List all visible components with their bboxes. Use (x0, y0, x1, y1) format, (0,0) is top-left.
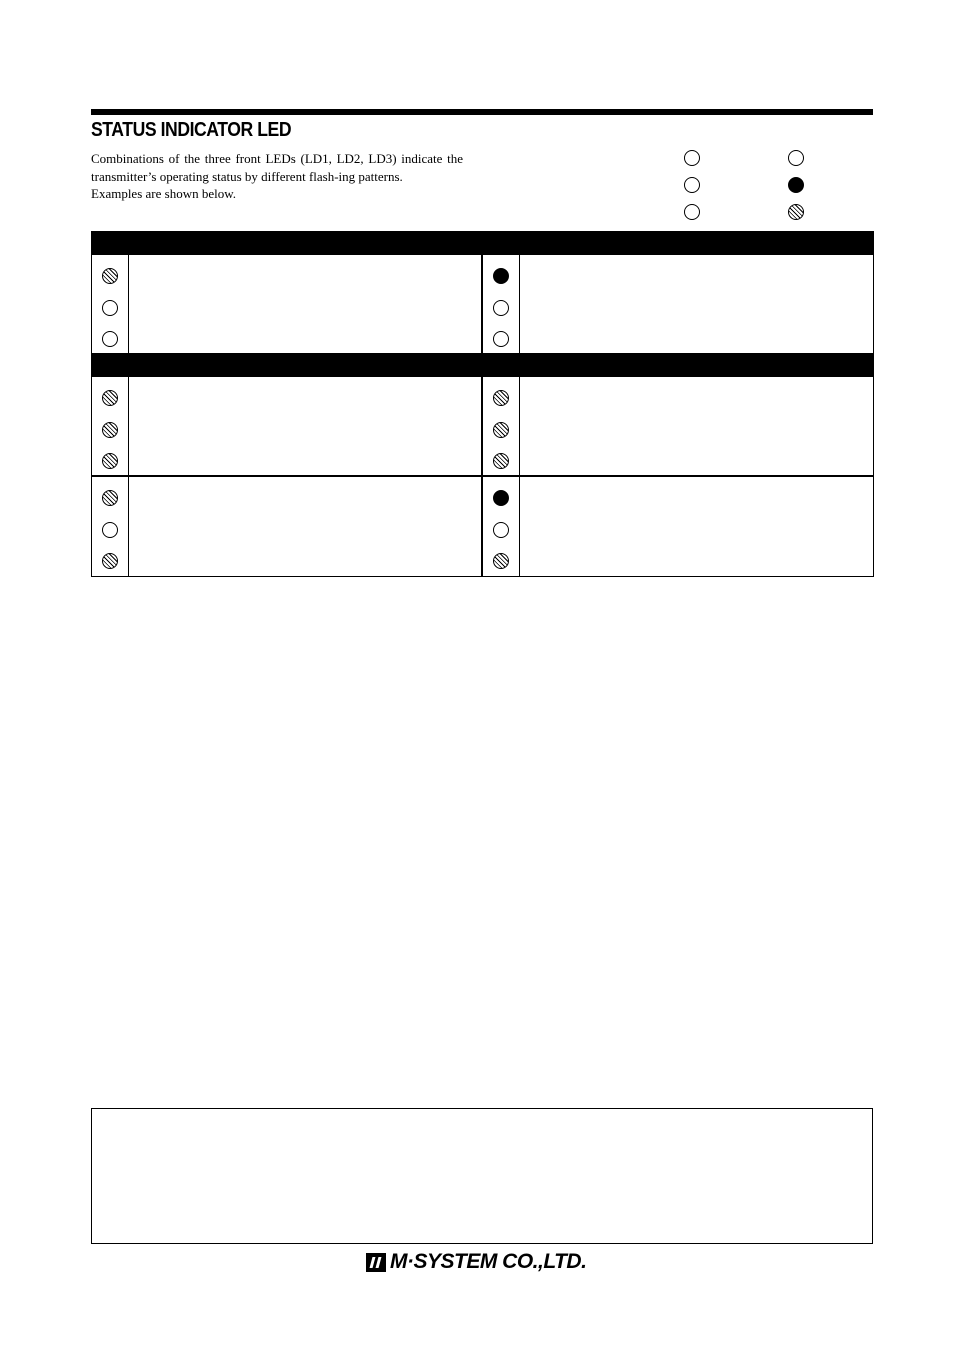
table-led-blink-icon (102, 268, 118, 284)
table-led-blink-icon (102, 490, 118, 506)
legend-led-off-icon (684, 177, 700, 193)
table-led-off-icon (493, 300, 509, 316)
description-cell (128, 476, 482, 577)
table-led-on-icon (493, 490, 509, 506)
table-led-blink-icon (493, 422, 509, 438)
status-led-table (91, 231, 874, 577)
table-led-blink-icon (102, 453, 118, 469)
section-top-rule (91, 109, 873, 115)
legend-led-off-icon (788, 150, 804, 166)
legend-led-on-icon (788, 177, 804, 193)
table-led-off-icon (493, 331, 509, 347)
legend-led-off-icon (684, 204, 700, 220)
description-cell (128, 254, 482, 354)
table-led-off-icon (102, 300, 118, 316)
table-led-blink-icon (102, 553, 118, 569)
table-led-on-icon (493, 268, 509, 284)
table-header-bar (91, 231, 874, 254)
table-led-blink-icon (493, 390, 509, 406)
section-title: STATUS INDICATOR LED (91, 119, 292, 141)
description-cell (519, 476, 874, 577)
table-led-off-icon (493, 522, 509, 538)
description-cell (519, 376, 874, 476)
legend-led-off-icon (684, 150, 700, 166)
table-led-blink-icon (102, 422, 118, 438)
intro-paragraph-2: Examples are shown below. (91, 186, 237, 201)
notes-box (91, 1108, 873, 1244)
legend-led-blink-icon (788, 204, 804, 220)
table-led-blink-icon (493, 453, 509, 469)
description-cell (519, 254, 874, 354)
company-logo (366, 1252, 586, 1272)
table-led-blink-icon (102, 390, 118, 406)
description-cell (128, 376, 482, 476)
table-led-off-icon (102, 522, 118, 538)
m-system-logo-icon (366, 1253, 386, 1272)
company-name: M·SYSTEM CO.,LTD. (390, 1250, 587, 1273)
table-led-blink-icon (493, 553, 509, 569)
table-led-off-icon (102, 331, 118, 347)
table-header-bar (91, 353, 874, 376)
intro-text (91, 150, 463, 203)
intro-paragraph-1: Combinations of the three front LEDs (LD1, LD2, LD3) indicate the transmitter’s operating status by different flash-ing patterns. (91, 151, 463, 184)
